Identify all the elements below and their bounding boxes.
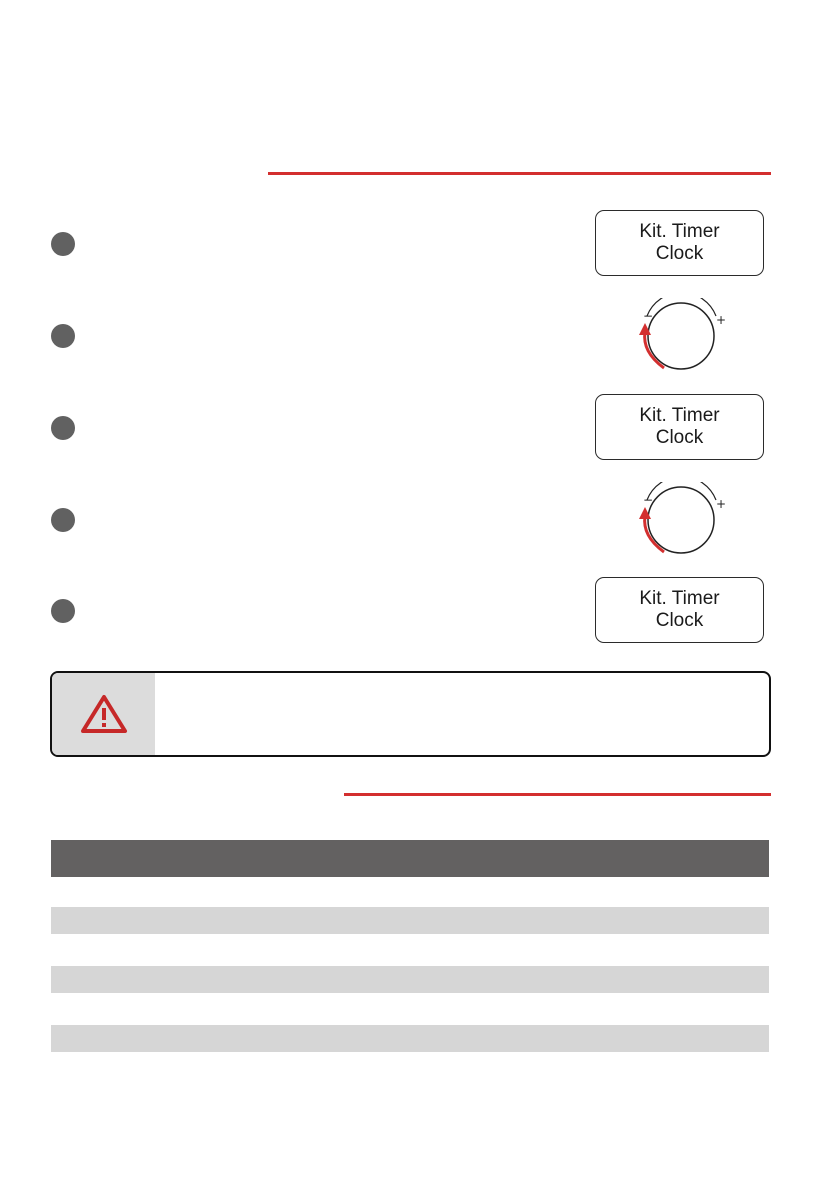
kitchen-timer-clock-button-5 — [595, 577, 764, 643]
svg-text:+: + — [716, 497, 726, 511]
step-1-marker — [51, 232, 75, 256]
button-label-line2: Clock — [655, 610, 704, 631]
svg-text:−: − — [643, 493, 654, 507]
step-5-marker — [51, 599, 75, 623]
table-row — [51, 966, 769, 993]
button-label-line2: Clock — [655, 243, 704, 264]
button-label-line1: Kit. Timer — [639, 221, 720, 242]
table-row — [51, 907, 769, 934]
button-label-line1: Kit. Timer — [639, 588, 720, 609]
table-header — [51, 840, 769, 877]
step-3-marker — [51, 416, 75, 440]
step-4-marker — [51, 508, 75, 532]
kitchen-timer-clock-button-1 — [595, 210, 764, 276]
table-row — [51, 1025, 769, 1052]
warning-icon-panel — [52, 673, 155, 755]
step-2-marker — [51, 324, 75, 348]
section-rule-bottom — [344, 793, 771, 796]
button-label-line2: Clock — [655, 427, 704, 448]
svg-text:−: − — [643, 309, 654, 323]
kitchen-timer-clock-button-3 — [595, 394, 764, 460]
dial-turn-counterclockwise-icon — [636, 298, 726, 378]
button-label-line1: Kit. Timer — [639, 405, 720, 426]
section-rule-top — [268, 172, 771, 175]
svg-text:+: + — [716, 313, 726, 327]
warning-triangle-icon — [80, 694, 128, 734]
dial-turn-counterclockwise-icon — [636, 482, 726, 562]
warning-box — [50, 671, 771, 757]
